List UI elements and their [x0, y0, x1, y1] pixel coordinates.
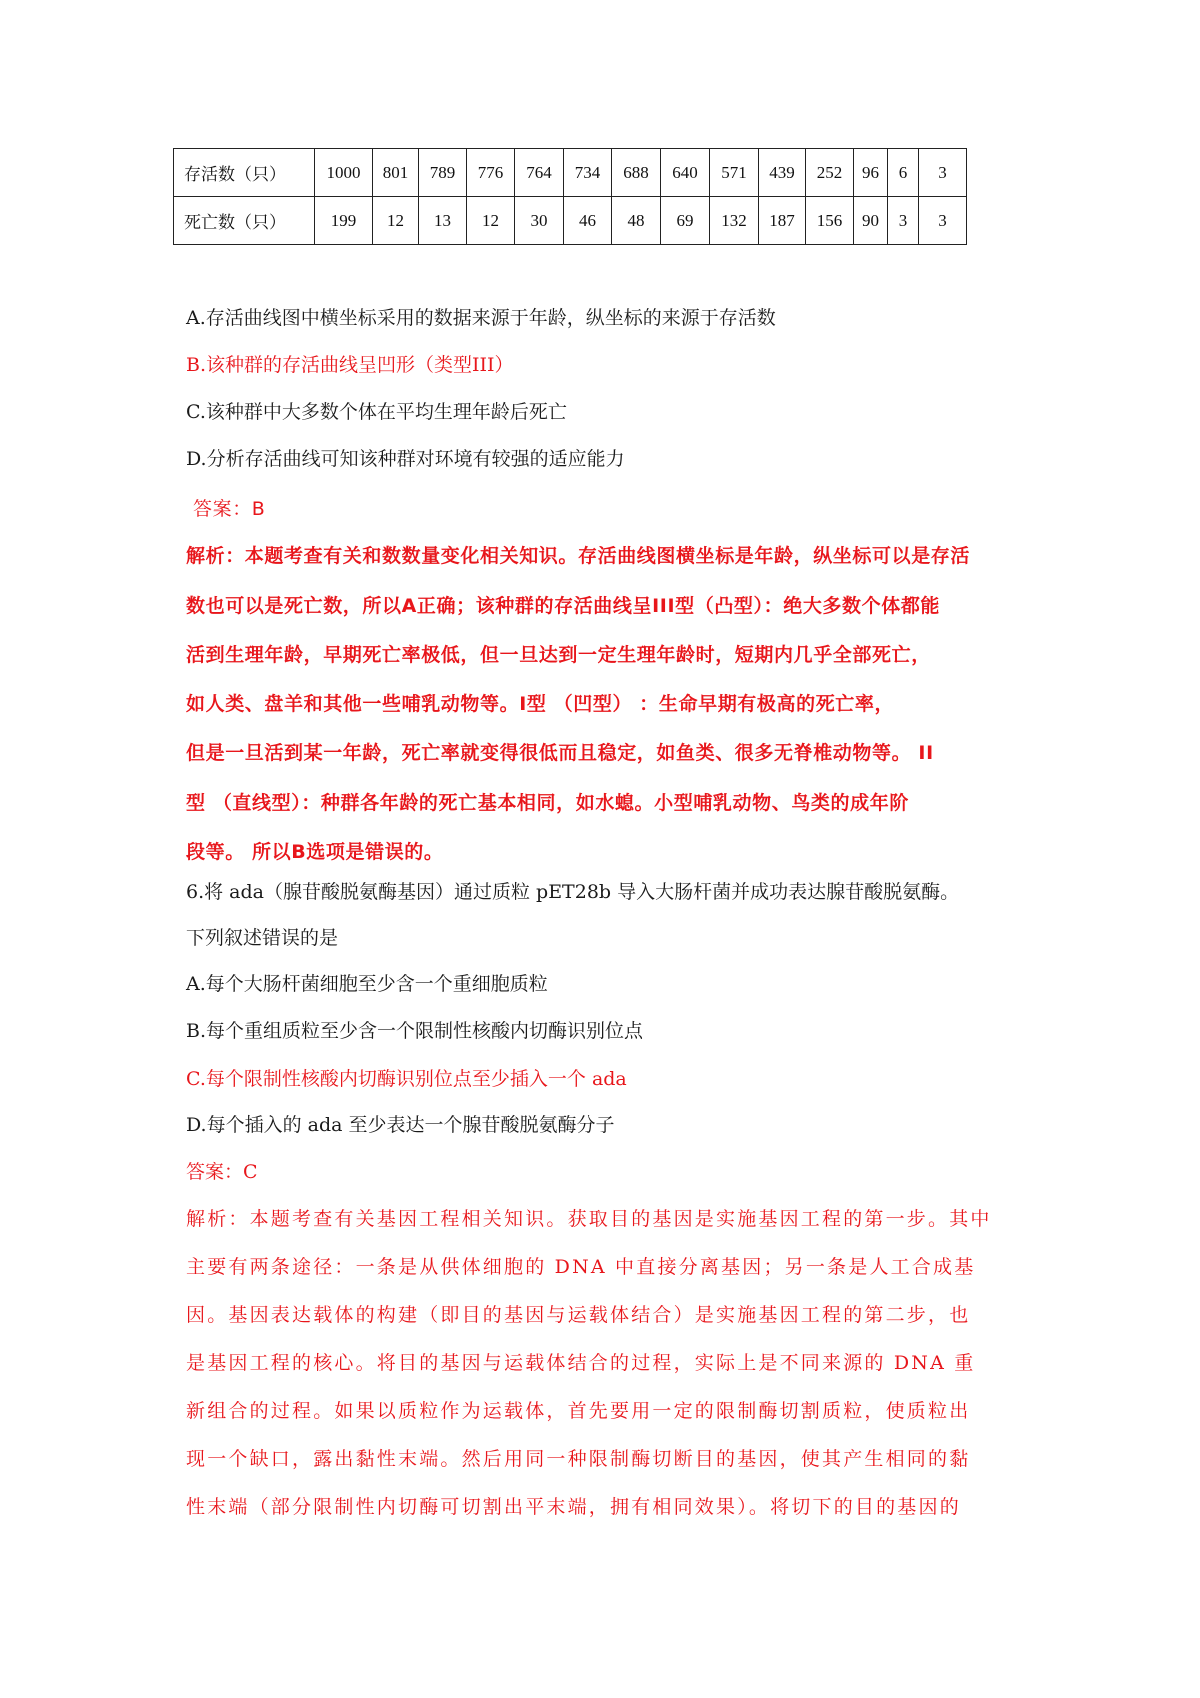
- q6-analysis-line: 是基因工程的核心。将目的基因与运载体结合的过程，实际上是不同来源的 DNA 重: [186, 1352, 976, 1374]
- q6-option-d: D.每个插入的 ada 至少表达一个腺苷酸脱氨酶分子: [186, 1114, 615, 1136]
- q6-analysis-line: 因。基因表达载体的构建（即目的基因与运载体结合）是实施基因工程的第二步，也: [186, 1304, 971, 1326]
- table-cell: 3: [919, 197, 967, 245]
- q5-analysis-line: 段等。 所以B选项是错误的。: [186, 841, 444, 863]
- q5-analysis-line: 型 （直线型）：种群各年龄的死亡基本相同，如水螅。小型哺乳动物、鸟类的成年阶: [186, 792, 909, 814]
- q5-option-b: B.该种群的存活曲线呈凹形（类型III）: [186, 354, 514, 376]
- table-cell: 252: [806, 149, 854, 197]
- table-cell: 12: [467, 197, 515, 245]
- table-cell: 48: [612, 197, 661, 245]
- q6-answer: 答案：C: [186, 1161, 258, 1183]
- table-cell: 688: [612, 149, 661, 197]
- table-cell: 30: [515, 197, 564, 245]
- q6-analysis-line: 解析：本题考查有关基因工程相关知识。获取目的基因是实施基因工程的第一步。其中: [186, 1208, 992, 1230]
- q6-analysis-line: 主要有两条途径：一条是从供体细胞的 DNA 中直接分离基因；另一条是人工合成基: [186, 1256, 976, 1278]
- q5-analysis-line: 解析：本题考查有关和数数量变化相关知识。存活曲线图横坐标是年龄，纵坐标可以是存活: [186, 545, 971, 567]
- q5-option-c: C.该种群中大多数个体在平均生理年龄后死亡: [186, 401, 567, 423]
- q6-stem-line2: 下列叙述错误的是: [186, 927, 339, 949]
- q6-analysis-line: 新组合的过程。如果以质粒作为运载体，首先要用一定的限制酶切割质粒，使质粒出: [186, 1400, 971, 1422]
- table-cell: 801: [373, 149, 419, 197]
- table-cell: 187: [759, 197, 806, 245]
- q6-option-b: B.每个重组质粒至少含一个限制性核酸内切酶识别位点: [186, 1020, 644, 1042]
- table-cell: 13: [419, 197, 467, 245]
- table-cell: 6: [888, 149, 919, 197]
- q6-stem: 6.将 ada（腺苷酸脱氨酶基因）通过质粒 pET28b 导入大肠杆菌并成功表达腺苷酸脱氨酶。: [186, 881, 960, 903]
- table-cell: 776: [467, 149, 515, 197]
- row-label: 死亡数（只）: [174, 197, 315, 245]
- table-cell: 156: [806, 197, 854, 245]
- q6-analysis-line: 性末端（部分限制性内切酶可切割出平末端，拥有相同效果）。将切下的目的基因的: [186, 1496, 961, 1518]
- table-cell: 69: [661, 197, 710, 245]
- table-row-deaths: [174, 197, 967, 245]
- table-row-survivors: [174, 149, 967, 197]
- q5-answer: 答案：B: [193, 498, 266, 520]
- table-cell: 132: [710, 197, 759, 245]
- q5-analysis-line: 但是一旦活到某一年龄，死亡率就变得很低而且稳定，如鱼类、很多无脊椎动物等。 II: [186, 742, 934, 764]
- row-label: 存活数（只）: [174, 149, 315, 197]
- table-cell: 12: [373, 197, 419, 245]
- table-cell: 199: [315, 197, 373, 245]
- table-cell: 3: [888, 197, 919, 245]
- table-cell: 90: [854, 197, 888, 245]
- table-cell: 96: [854, 149, 888, 197]
- table-cell: 640: [661, 149, 710, 197]
- table-cell: 734: [564, 149, 612, 197]
- q6-analysis-line: 现一个缺口，露出黏性末端。然后用同一种限制酶切断目的基因，使其产生相同的黏: [186, 1448, 971, 1470]
- table-cell: 46: [564, 197, 612, 245]
- table-cell: 764: [515, 149, 564, 197]
- q5-option-a: A.存活曲线图中横坐标采用的数据来源于年龄，纵坐标的来源于存活数: [186, 307, 776, 329]
- q5-analysis-line: 活到生理年龄，早期死亡率极低，但一旦达到一定生理年龄时，短期内几乎全部死亡，: [186, 644, 931, 666]
- table-cell: 439: [759, 149, 806, 197]
- q5-analysis-line: 如人类、盘羊和其他一些哺乳动物等。Ⅰ型 （凹型） ：生命早期有极高的死亡率，: [186, 693, 895, 715]
- survival-table: [173, 148, 967, 245]
- table-cell: 789: [419, 149, 467, 197]
- table-cell: 1000: [315, 149, 373, 197]
- q5-analysis-line: 数也可以是死亡数，所以A正确；该种群的存活曲线呈III型（凸型）：绝大多数个体都能: [186, 595, 941, 617]
- q6-option-c: C.每个限制性核酸内切酶识别位点至少插入一个 ada: [186, 1068, 627, 1090]
- q5-option-d: D.分析存活曲线可知该种群对环境有较强的适应能力: [186, 448, 625, 470]
- table-cell: 571: [710, 149, 759, 197]
- table-cell: 3: [919, 149, 967, 197]
- q6-option-a: A.每个大肠杆菌细胞至少含一个重细胞质粒: [186, 973, 548, 995]
